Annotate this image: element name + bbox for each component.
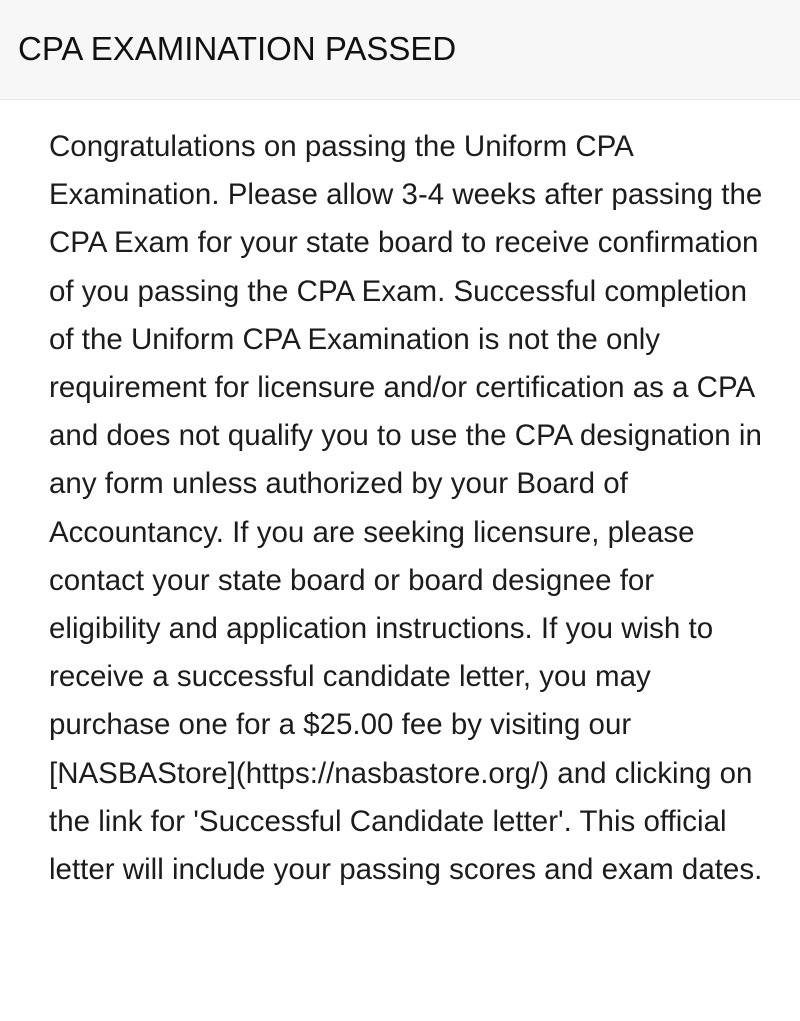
notice-content [0,100,800,1021]
notice-header [0,0,800,100]
notice-message: Congratulations on passing the Uniform CPA Examination. Please allow 3-4 weeks after passing the CPA Exam for your state board to receive confirmation of you passing the CPA Exam. Successful completion of the Uniform CPA Examination is not the only requirement for licensure and/or certification as a CPA and does not qualify you to use the CPA designation in any form unless authorized by your Board of Accountancy. If you are seeking licensure, please contact your state board or board designee for eligibility and application instructions. If you wish to receive a successful candidate letter, you may purchase one for a $25.00 fee by visiting our [NASBAStore](https://nasbastore.org/) and clicking on the link for 'Successful Candidate letter'. This official letter will include your passing scores and exam dates. [49,130,763,887]
notice-title: CPA EXAMINATION PASSED [18,30,457,67]
